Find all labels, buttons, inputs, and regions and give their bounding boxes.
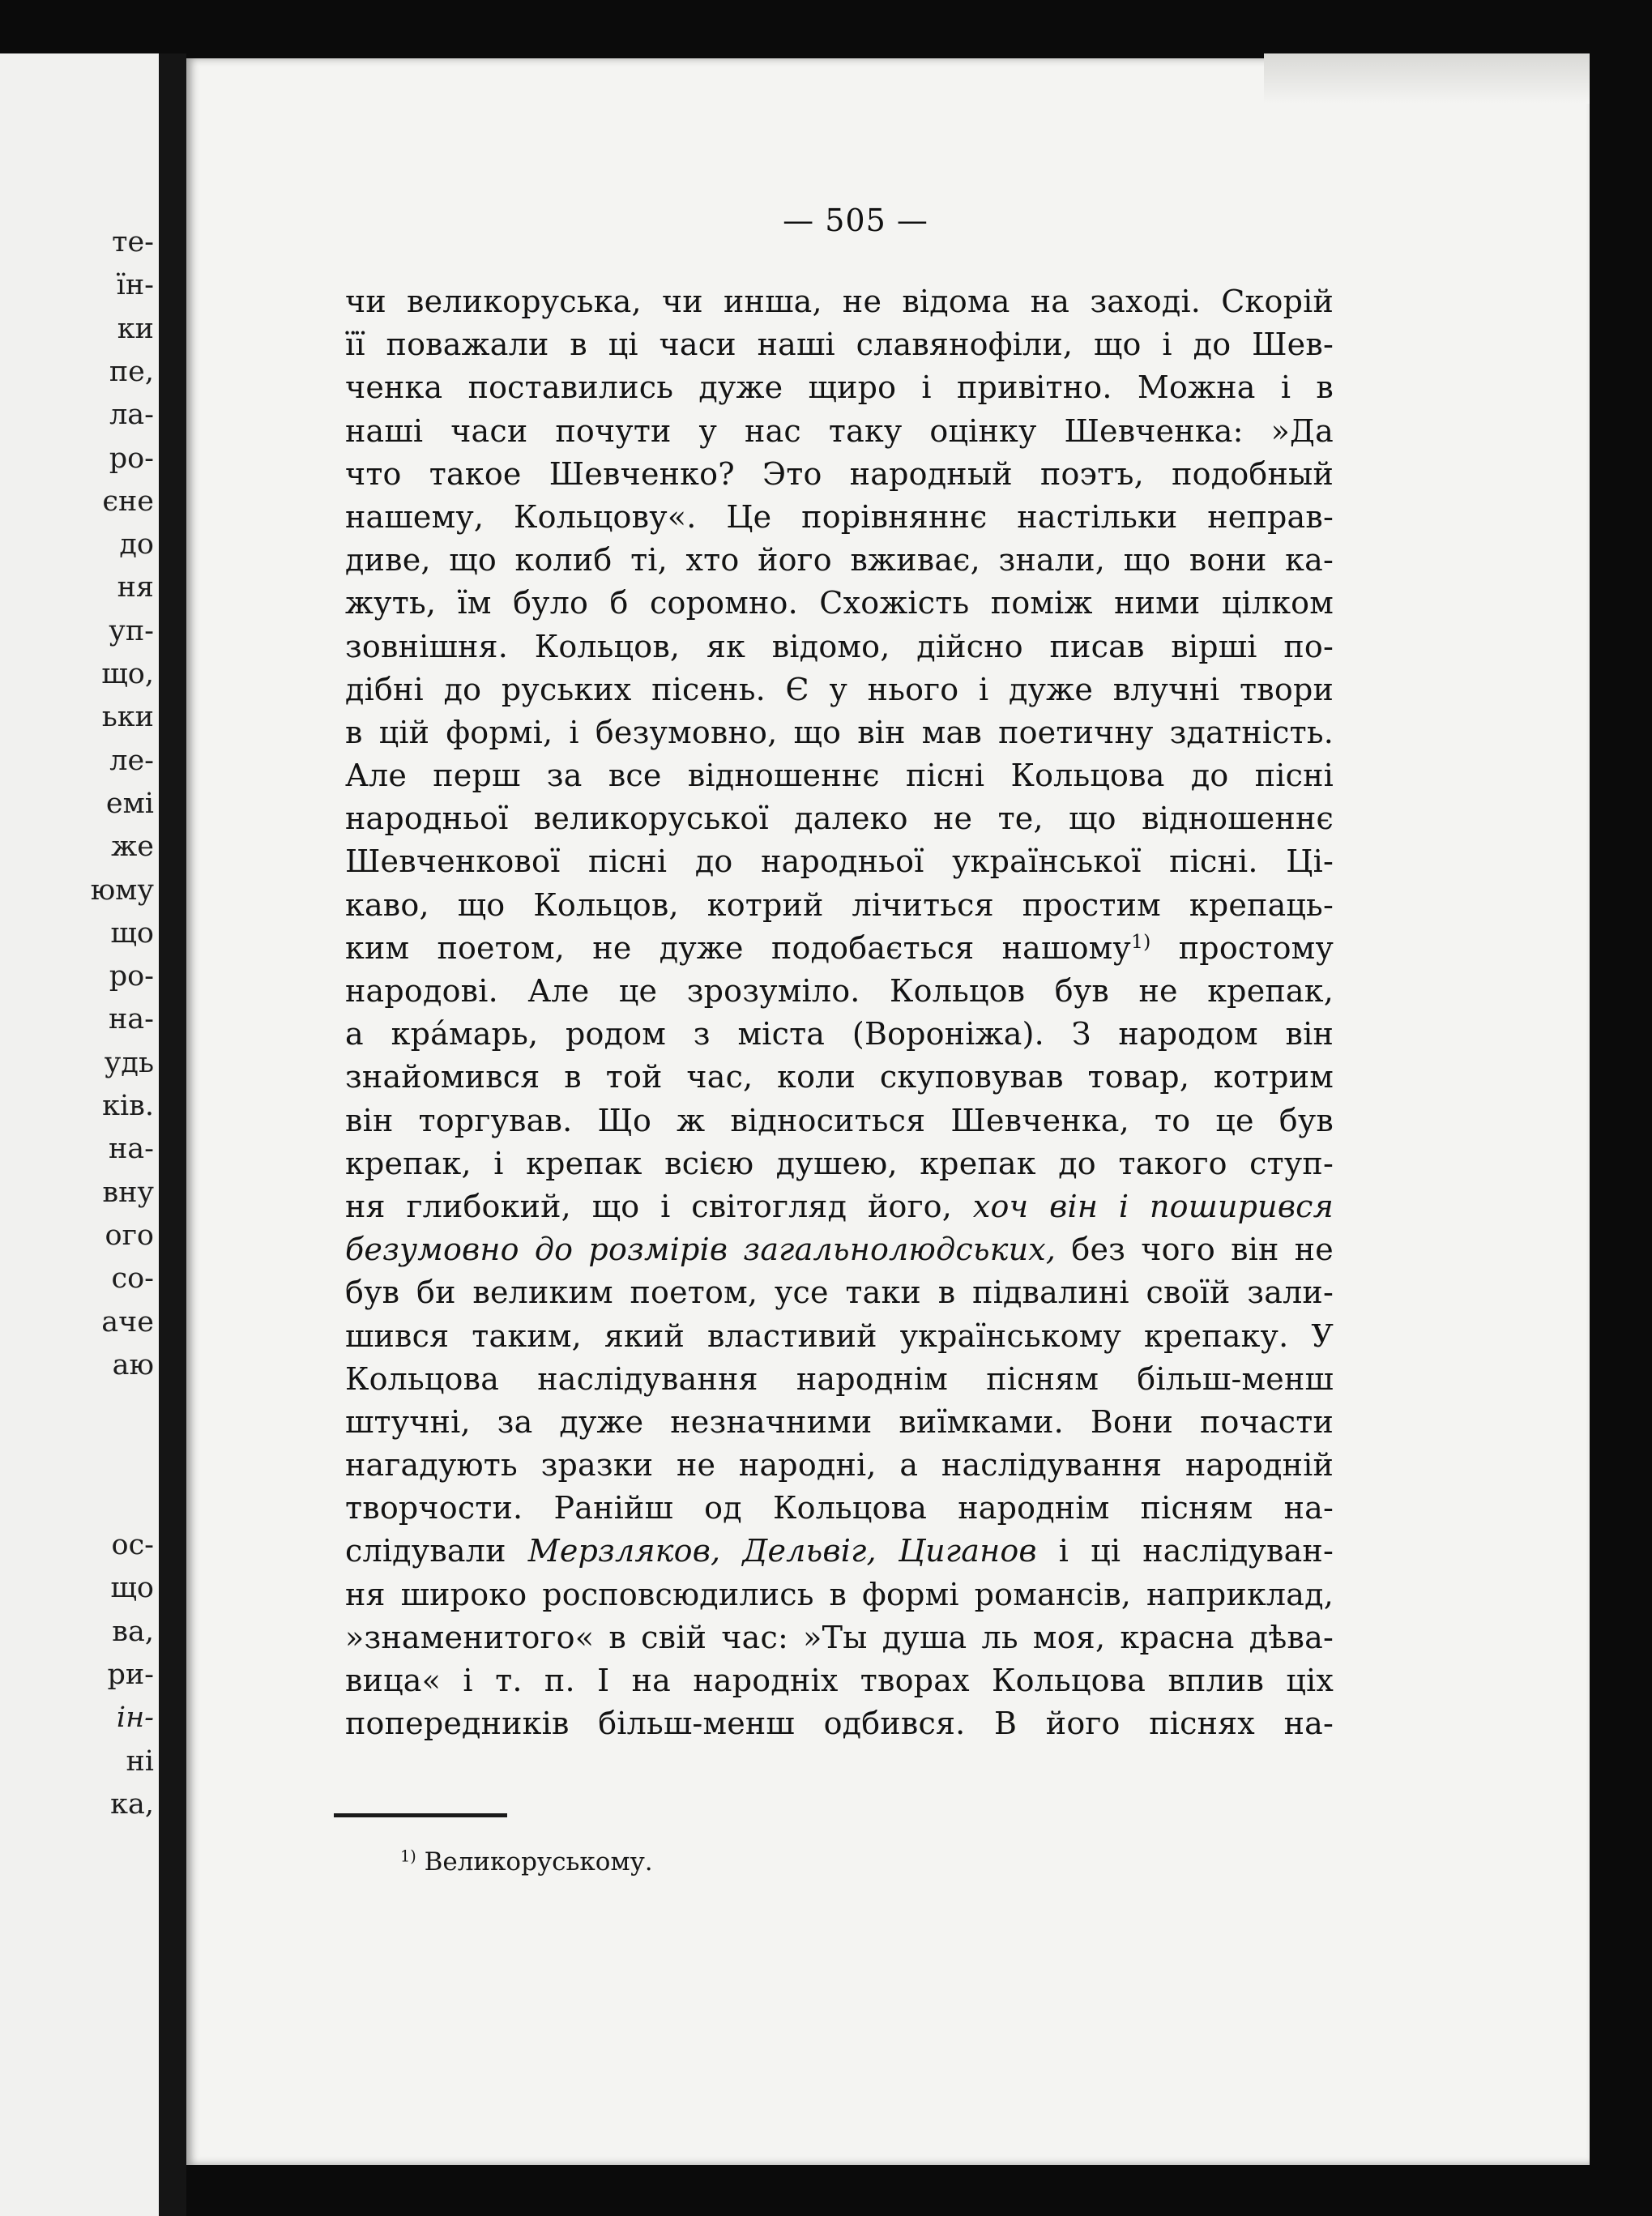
previous-page-fragment: їн- <box>116 269 154 302</box>
text-line <box>345 797 1334 840</box>
text-segment: творчости. Ранійш од Кольцова народнім пісням на- <box>345 1490 1334 1526</box>
text-segment: був би великим поетом, усе таки в підвалині своїй зали- <box>345 1275 1334 1311</box>
previous-page-fragment: на- <box>108 1133 154 1166</box>
previous-page-fragment: юму <box>90 873 154 907</box>
text-line <box>345 970 1334 1013</box>
text-line <box>345 711 1334 754</box>
text-line <box>345 1013 1334 1056</box>
footnote-text: Великоруському. <box>416 1847 653 1877</box>
text-line <box>345 496 1334 539</box>
text-line <box>345 280 1334 323</box>
previous-page-fragment: на- <box>108 1003 154 1036</box>
footnote <box>400 1846 653 1878</box>
previous-page-fragment: удь <box>104 1046 154 1079</box>
text-segment: ким поетом, не дуже подобається нашому <box>345 929 1131 966</box>
text-segment: без чого він не <box>1056 1232 1334 1268</box>
text-segment: він торгував. Що ж відноситься Шевченка, то це був <box>345 1102 1334 1138</box>
text-line <box>345 1401 1334 1444</box>
text-segment: Кольцова наслідування народнім пісням більш-менш <box>345 1360 1334 1397</box>
previous-page-fragment: ла- <box>109 399 154 432</box>
text-segment: диве, що колиб ті, хто його вживає, знали, що вони ка- <box>345 542 1334 579</box>
text-segment: слідували <box>345 1533 528 1569</box>
text-line <box>345 1099 1334 1142</box>
previous-page-fragment: ні <box>126 1744 154 1778</box>
text-line <box>345 884 1334 927</box>
text-segment: наші часи почути у нас таку оцінку Шевченка: »Да <box>345 412 1334 449</box>
previous-page-fragment: вну <box>102 1176 154 1209</box>
text-line <box>345 410 1334 453</box>
previous-page-fragment: ле- <box>109 744 154 777</box>
footnote-rule <box>334 1813 507 1817</box>
text-segment: Але перш за все відношеннє пісні Кольцова до пісні <box>345 758 1334 794</box>
text-segment: шився таким, який властивий українському крепаку. У <box>345 1317 1334 1354</box>
text-line <box>345 1487 1334 1530</box>
footnote-reference: 1) <box>1130 929 1151 953</box>
previous-page-fragment: пе, <box>109 355 154 388</box>
previous-page-fragment: ін- <box>116 1701 154 1735</box>
previous-page-fragment: ро- <box>109 960 154 993</box>
previous-page-fragment: ка, <box>110 1787 154 1821</box>
text-segment: Шевченкової пісні до народньої української пісні. Ці- <box>345 843 1334 880</box>
previous-page-fragment: ого <box>105 1219 154 1252</box>
text-segment: каво, що Кольцов, котрий лічиться простим крепаць- <box>345 886 1334 923</box>
text-segment: народньої великоруської далеко не те, що відношеннє <box>345 801 1334 837</box>
text-line <box>345 366 1334 409</box>
text-segment: і ці наслідуван- <box>1036 1533 1334 1569</box>
text-line <box>345 754 1334 797</box>
previous-page-fragment: що <box>110 916 154 950</box>
previous-page-fragment: що <box>110 1572 154 1605</box>
previous-page-fragment: ро- <box>109 442 154 475</box>
text-line <box>345 453 1334 496</box>
previous-page-fragment: уп- <box>109 614 154 647</box>
text-segment: в цій формі, і безумовно, що він мав поетичну здатність. <box>345 714 1334 750</box>
text-segment: простому <box>1150 929 1334 966</box>
text-line <box>345 1142 1334 1185</box>
previous-page-fragment: ки <box>117 312 154 345</box>
previous-page-fragment: ри- <box>107 1658 154 1691</box>
italic-text: Мерзляков, Дельвіг, Циганов <box>527 1533 1037 1569</box>
text-line <box>345 1530 1334 1573</box>
text-line <box>345 626 1334 668</box>
text-segment: жуть, їм було б соромно. Схожість поміж ними цілком <box>345 585 1334 621</box>
text-line <box>345 1444 1334 1487</box>
text-segment: зовнішня. Кольцов, як відомо, дійсно писав вірші по- <box>345 628 1334 664</box>
text-segment: штучні, за дуже незначними виїмками. Вони почасти <box>345 1403 1334 1440</box>
text-line <box>345 1659 1334 1702</box>
previous-page-fragment: ьки <box>101 701 154 734</box>
italic-text: хоч він і поширився <box>972 1188 1334 1224</box>
previous-page-fragment: ва, <box>112 1615 154 1648</box>
book-gutter <box>159 53 186 2216</box>
text-line <box>345 1573 1334 1616</box>
previous-page-edge <box>0 53 159 2216</box>
text-line <box>345 1271 1334 1314</box>
previous-page-fragment: що, <box>101 658 154 690</box>
text-segment: чи великоруська, чи инша, не відома на заході. Скорій <box>345 284 1334 319</box>
previous-page-fragment: єне <box>102 485 154 518</box>
previous-page-fragment: до <box>119 528 154 561</box>
text-line <box>345 1185 1334 1228</box>
text-line <box>345 539 1334 582</box>
text-segment: что такое Шевченко? Это народный поэтъ, подобный <box>345 455 1334 492</box>
text-segment: народові. Але це зрозуміло. Кольцов був не крепак, <box>345 973 1334 1009</box>
text-segment: дібні до руських пісень. Є у нього і дуже влучні твори <box>345 671 1334 707</box>
page-edge-stack <box>1264 53 1590 104</box>
footnote-marker: 1) <box>400 1847 416 1866</box>
previous-page-fragment: аю <box>112 1348 154 1381</box>
text-line <box>345 1228 1334 1271</box>
page-number: — 505 — <box>783 203 928 238</box>
previous-page-fragment: те- <box>112 226 154 258</box>
italic-text: безумовно до розмірів загальнолюдських, <box>345 1232 1057 1268</box>
previous-page-fragment: ня <box>117 571 154 604</box>
text-line <box>345 1056 1334 1099</box>
body-text <box>345 280 1334 1745</box>
text-line <box>345 1358 1334 1401</box>
text-line <box>345 582 1334 625</box>
text-segment: а крáмарь, родом з міста (Вороніжа). З народом він <box>345 1016 1334 1052</box>
text-segment: ня глибокий, що і світогляд його, <box>345 1188 973 1224</box>
text-segment: »знаменитого« в свій час: »Ты душа ль моя, красна дѣва- <box>345 1619 1334 1655</box>
text-line <box>345 1616 1334 1659</box>
text-line <box>345 927 1334 970</box>
text-segment: вица« і т. п. І на народніх творах Кольцова вплив ціх <box>345 1663 1334 1698</box>
text-segment: нашему, Кольцову«. Це порівняннє настільки неправ- <box>345 498 1334 535</box>
text-line <box>345 1702 1334 1745</box>
previous-page-fragment: емі <box>105 787 154 820</box>
previous-page-fragment: со- <box>111 1262 154 1296</box>
previous-page-fragment: аче <box>101 1305 154 1339</box>
text-line <box>345 840 1334 883</box>
text-segment: ня широко росповсюдились в формі романсів, наприклад, <box>345 1576 1334 1612</box>
text-segment: знайомився в той час, коли скуповував товар, котрим <box>345 1059 1334 1095</box>
text-segment: нагадують зразки не народні, а наслідування народній <box>345 1447 1334 1484</box>
text-segment: крепак, і крепак всією душею, крепак до такого ступ- <box>345 1145 1334 1181</box>
previous-page-fragment: ос- <box>111 1529 154 1561</box>
previous-page-fragment: же <box>111 830 154 864</box>
text-line <box>345 668 1334 711</box>
text-segment: попередників більш-менш одбився. В його піснях на- <box>345 1706 1334 1742</box>
text-segment: ченка поставились дуже щиро і привітно. Можна і в <box>345 369 1334 406</box>
text-segment: її поважали в ці часи наші славянофіли, що і до Шев- <box>345 327 1334 363</box>
text-line <box>345 323 1334 366</box>
text-line <box>345 1315 1334 1358</box>
previous-page-fragment: ків. <box>102 1090 154 1122</box>
